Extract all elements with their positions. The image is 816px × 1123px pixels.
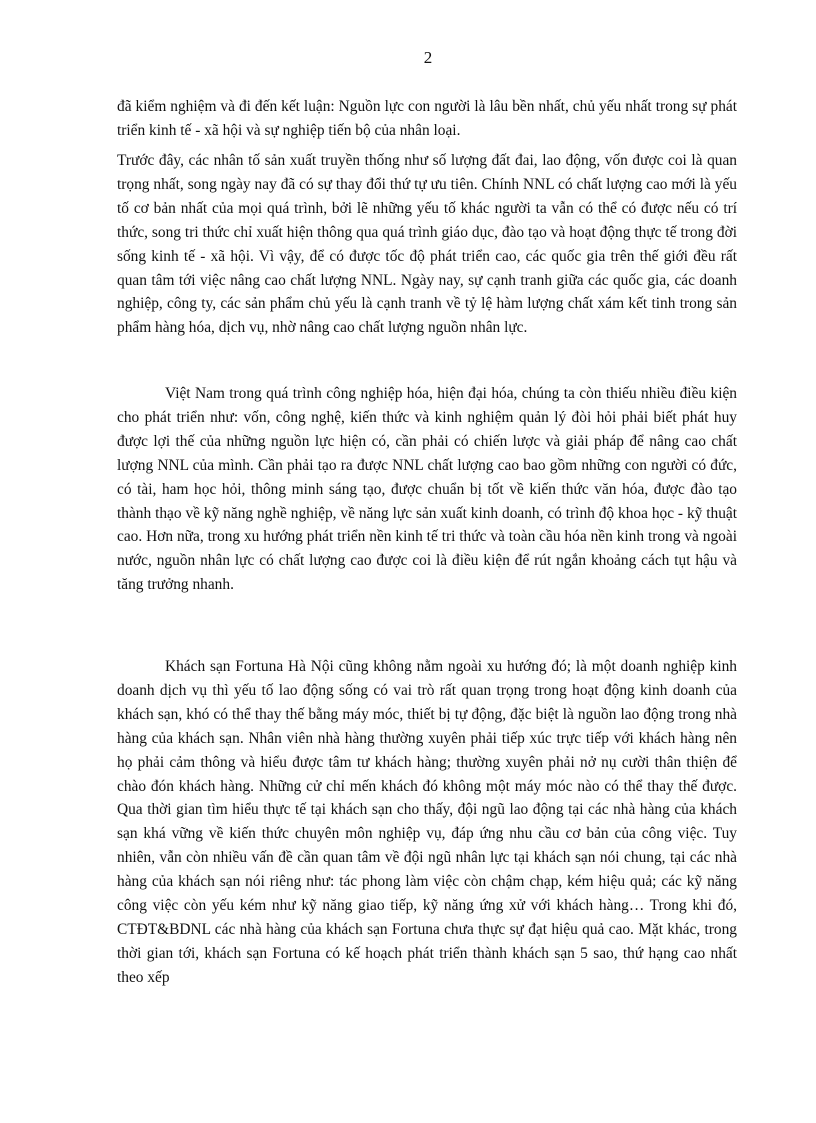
- paragraph-3: [117, 382, 737, 597]
- page-number: 2: [423, 48, 433, 67]
- paragraph-1: [117, 95, 737, 143]
- paragraph-4: [117, 655, 737, 990]
- paragraph-text: Việt Nam trong quá trình công nghiệp hóa, hiện đại hóa, chúng ta còn thiếu nhiều điều kiện cho phát triển như: vốn, công nghệ, kiến thức và kinh nghiệm quản lý đòi hỏi phải biết phát huy được lợi thế của những nguồn lực hiện có, cần phải có chiến lược và giải pháp để nâng cao chất lượng NNL của mình. Cần phải tạo ra được NNL chất lượng cao bao gồm những con người có đức, có tài, ham học hỏi, thông minh sáng tạo, được chuẩn bị tốt về kiến thức văn hóa, được đào tạo thành thạo về kỹ năng nghề nghiệp, về năng lực sản xuất kinh doanh, có trình độ khoa học - kỹ thuật cao. Hơn nữa, trong xu hướng phát triển nền kinh tế tri thức và toàn cầu hóa nền kinh trong và ngoài nước, nguồn nhân lực có chất lượng cao được coi là điều kiện để rút ngắn khoảng cách tụt hậu và tăng trưởng nhanh.: [117, 385, 737, 594]
- paragraph-2: [117, 149, 737, 340]
- paragraph-text: đã kiểm nghiệm và đi đến kết luận: Nguồn lực con người là lâu bền nhất, chủ yếu nhất trong sự phát triển kinh tế - xã hội và sự nghiệp tiến bộ của nhân loại.: [117, 98, 737, 139]
- paragraph-text: Khách sạn Fortuna Hà Nội cũng không nằm ngoài xu hướng đó; là một doanh nghiệp kinh doanh dịch vụ thì yếu tố lao động sống có vai trò rất quan trọng trong hoạt động kinh doanh của khách sạn, khó có thể thay thế bằng máy móc, thiết bị tự động, đặc biệt là nguồn lao động trong nhà hàng của khách sạn. Nhân viên nhà hàng thường xuyên phải tiếp xúc trực tiếp với khách hàng nên họ phải cảm thông và hiểu được tâm tư khách hàng; thường xuyên phải nở nụ cười thân thiện để chào đón khách hàng. Những cử chỉ mến khách đó không một máy móc nào có thể thay thế được. Qua thời gian tìm hiểu thực tế tại khách sạn cho thấy, đội ngũ lao động tại các nhà hàng của khách sạn khá vững về kiến thức chuyên môn nghiệp vụ, đáp ứng nhu cầu cơ bản của công việc. Tuy nhiên, vẫn còn nhiều vấn đề cần quan tâm về đội ngũ nhân lực tại khách sạn nói chung, tại các nhà hàng của khách sạn nói riêng như: tác phong làm việc còn chậm chạp, kém hiệu quả; các kỹ năng công việc còn yếu kém như kỹ năng giao tiếp, kỹ năng ứng xử với khách hàng… Trong khi đó, CTĐT&BDNL các nhà hàng của khách sạn Fortuna chưa thực sự đạt hiệu quả cao. Mặt khác, trong thời gian tới, khách sạn Fortuna có kế hoạch phát triển thành khách sạn 5 sao, thứ hạng cao nhất theo xếp: [117, 658, 737, 986]
- paragraph-text: Trước đây, các nhân tố sản xuất truyền thống như số lượng đất đai, lao động, vốn được coi là quan trọng nhất, song ngày nay đã có sự thay đổi thứ tự ưu tiên. Chính NNL có chất lượng cao mới là yếu tố cơ bản nhất của mọi quá trình, bởi lẽ những yếu tố khác người ta vẫn có thể có được nếu có trí thức, song tri thức chỉ xuất hiện thông qua quá trình giáo dục, đào tạo và hoạt động thực tế trong đời sống kinh tế - xã hội. Vì vậy, để có được tốc độ phát triển cao, các quốc gia trên thế giới đều rất quan tâm tới việc nâng cao chất lượng NNL. Ngày nay, sự cạnh tranh giữa các quốc gia, các doanh nghiệp, công ty, các sản phẩm chủ yếu là cạnh tranh về tỷ lệ hàm lượng chất xám kết tinh trong sản phẩm hàng hóa, dịch vụ, nhờ nâng cao chất lượng nguồn nhân lực.: [117, 152, 737, 337]
